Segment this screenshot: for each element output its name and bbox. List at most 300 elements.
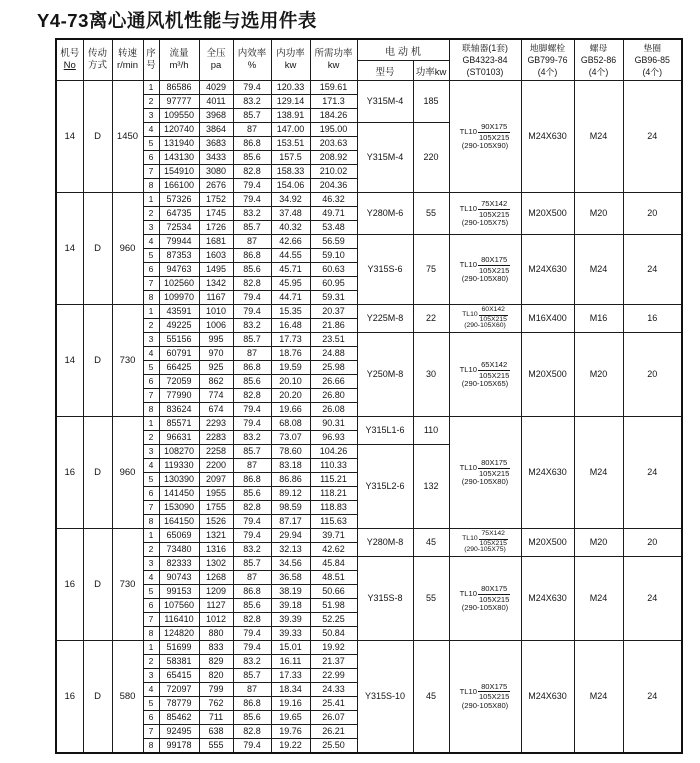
cell-internal-power: 98.59 (271, 501, 310, 515)
cell-seq: 3 (143, 557, 159, 571)
cell-pressure: 711 (199, 711, 233, 725)
header-washer: 垫圈 GB96-85 (4个) (623, 39, 682, 81)
cell-efficiency: 82.8 (233, 389, 271, 403)
cell-seq: 2 (143, 319, 159, 333)
cell-flow: 131940 (159, 137, 199, 151)
cell-internal-power: 138.91 (271, 109, 310, 123)
cell-flow: 66425 (159, 361, 199, 375)
cell-flow: 107560 (159, 599, 199, 613)
cell-required-power: 96.93 (310, 431, 357, 445)
cell-flow: 92495 (159, 725, 199, 739)
cell-efficiency: 87 (233, 459, 271, 473)
cell-drive-type: D (83, 193, 112, 305)
table-row (56, 193, 682, 207)
cell-machine-no: 14 (56, 81, 83, 193)
cell-flow: 119330 (159, 459, 199, 473)
coupling-fraction-top: 80X175 (478, 459, 510, 469)
cell-anchor-bolt: M20X500 (521, 193, 574, 235)
table-row (56, 417, 682, 431)
cell-internal-power: 38.19 (271, 585, 310, 599)
table-header (56, 39, 682, 81)
cell-internal-power: 19.76 (271, 725, 310, 739)
cell-pressure: 1752 (199, 193, 233, 207)
cell-flow: 108270 (159, 445, 199, 459)
cell-flow: 78779 (159, 697, 199, 711)
coupling-prefix: TL10 (459, 687, 477, 697)
coupling-spec (450, 459, 521, 477)
cell-internal-power: 86.86 (271, 473, 310, 487)
cell-motor-model: Y315M-4 (357, 81, 413, 123)
cell-motor-model: Y315M-4 (357, 123, 413, 193)
cell-pressure: 2258 (199, 445, 233, 459)
cell-internal-power: 68.08 (271, 417, 310, 431)
cell-required-power: 50.66 (310, 585, 357, 599)
cell-seq: 2 (143, 655, 159, 669)
cell-nut: M16 (574, 305, 623, 333)
coupling-fraction (478, 683, 510, 701)
cell-required-power: 25.50 (310, 739, 357, 753)
cell-flow: 97777 (159, 95, 199, 109)
cell-speed: 960 (112, 417, 143, 529)
cell-efficiency: 79.4 (233, 81, 271, 95)
cell-internal-power: 154.06 (271, 179, 310, 193)
cell-flow: 154910 (159, 165, 199, 179)
cell-seq: 4 (143, 123, 159, 137)
coupling-note: (290-105X80) (461, 274, 509, 284)
cell-nut: M20 (574, 529, 623, 557)
cell-internal-power: 83.18 (271, 459, 310, 473)
cell-anchor-bolt: M20X500 (521, 529, 574, 557)
cell-anchor-bolt: M24X630 (521, 557, 574, 641)
header-machine-no: 机号 No (56, 39, 83, 81)
cell-pressure: 925 (199, 361, 233, 375)
cell-pressure: 555 (199, 739, 233, 753)
coupling-prefix: TL10 (459, 127, 477, 137)
cell-speed: 730 (112, 305, 143, 417)
cell-seq: 5 (143, 137, 159, 151)
cell-machine-no: 16 (56, 417, 83, 529)
table-row (56, 333, 682, 347)
header-flow: 流量 m³/h (159, 39, 199, 81)
cell-internal-power: 73.07 (271, 431, 310, 445)
cell-pressure: 829 (199, 655, 233, 669)
coupling-fraction-bottom: 105X215 (478, 692, 510, 702)
cell-pressure: 1955 (199, 487, 233, 501)
coupling-fraction-bottom: 105X215 (478, 209, 510, 219)
cell-efficiency: 83.2 (233, 543, 271, 557)
cell-seq: 4 (143, 235, 159, 249)
cell-motor-model: Y315L2-6 (357, 445, 413, 529)
cell-efficiency: 83.2 (233, 207, 271, 221)
cell-flow: 85571 (159, 417, 199, 431)
cell-machine-no: 14 (56, 193, 83, 305)
cell-flow: 49225 (159, 319, 199, 333)
coupling-fraction (478, 361, 510, 379)
cell-required-power: 26.21 (310, 725, 357, 739)
cell-pressure: 1342 (199, 277, 233, 291)
cell-motor-power: 55 (413, 193, 449, 235)
cell-pressure: 1268 (199, 571, 233, 585)
cell-flow: 64735 (159, 207, 199, 221)
cell-flow: 82333 (159, 557, 199, 571)
cell-pressure: 1526 (199, 515, 233, 529)
cell-anchor-bolt: M16X400 (521, 305, 574, 333)
cell-flow: 72059 (159, 375, 199, 389)
cell-required-power: 45.84 (310, 557, 357, 571)
cell-efficiency: 86.8 (233, 697, 271, 711)
cell-anchor-bolt: M24X630 (521, 417, 574, 529)
cell-efficiency: 79.4 (233, 179, 271, 193)
cell-coupling (449, 235, 521, 305)
cell-seq: 3 (143, 333, 159, 347)
cell-flow: 79944 (159, 235, 199, 249)
cell-internal-power: 17.33 (271, 669, 310, 683)
cell-washer: 24 (623, 81, 682, 193)
cell-pressure: 1603 (199, 249, 233, 263)
cell-flow: 77990 (159, 389, 199, 403)
cell-drive-type: D (83, 305, 112, 417)
cell-efficiency: 82.8 (233, 725, 271, 739)
coupling-note: (290-105X75) (461, 218, 509, 228)
cell-drive-type: D (83, 529, 112, 641)
cell-efficiency: 85.7 (233, 445, 271, 459)
cell-efficiency: 79.4 (233, 627, 271, 641)
cell-coupling (449, 193, 521, 235)
cell-internal-power: 17.73 (271, 333, 310, 347)
coupling-fraction (478, 585, 510, 603)
coupling-fraction-top: 75X142 (479, 531, 508, 540)
cell-internal-power: 45.95 (271, 277, 310, 291)
cell-internal-power: 20.20 (271, 389, 310, 403)
cell-required-power: 26.66 (310, 375, 357, 389)
table-row (56, 557, 682, 571)
cell-pressure: 1681 (199, 235, 233, 249)
cell-machine-no: 16 (56, 529, 83, 641)
cell-efficiency: 79.4 (233, 193, 271, 207)
cell-internal-power: 15.35 (271, 305, 310, 319)
cell-efficiency: 79.4 (233, 417, 271, 431)
cell-efficiency: 83.2 (233, 319, 271, 333)
cell-motor-power: 75 (413, 235, 449, 305)
cell-pressure: 3433 (199, 151, 233, 165)
cell-efficiency: 87 (233, 123, 271, 137)
cell-required-power: 25.98 (310, 361, 357, 375)
coupling-fraction (478, 200, 510, 218)
cell-seq: 3 (143, 221, 159, 235)
cell-speed: 580 (112, 641, 143, 753)
header-nut: 螺母 GB52-86 (4个) (574, 39, 623, 81)
cell-efficiency: 79.4 (233, 641, 271, 655)
cell-pressure: 1755 (199, 501, 233, 515)
coupling-prefix: TL10 (459, 204, 477, 214)
cell-anchor-bolt: M24X630 (521, 235, 574, 305)
cell-seq: 8 (143, 291, 159, 305)
cell-seq: 1 (143, 641, 159, 655)
cell-internal-power: 16.11 (271, 655, 310, 669)
cell-motor-model: Y315S-8 (357, 557, 413, 641)
cell-coupling (449, 557, 521, 641)
cell-motor-power: 22 (413, 305, 449, 333)
cell-required-power: 90.31 (310, 417, 357, 431)
cell-seq: 5 (143, 473, 159, 487)
cell-seq: 7 (143, 165, 159, 179)
cell-washer: 24 (623, 417, 682, 529)
cell-washer: 20 (623, 193, 682, 235)
coupling-fraction (478, 256, 510, 274)
cell-required-power: 19.92 (310, 641, 357, 655)
cell-efficiency: 82.8 (233, 165, 271, 179)
cell-efficiency: 87 (233, 683, 271, 697)
coupling-spec (450, 683, 521, 701)
cell-required-power: 115.63 (310, 515, 357, 529)
coupling-note: (290-105X65) (461, 379, 509, 389)
cell-washer: 20 (623, 529, 682, 557)
cell-nut: M20 (574, 333, 623, 417)
cell-flow: 143130 (159, 151, 199, 165)
cell-efficiency: 82.8 (233, 613, 271, 627)
coupling-spec (450, 200, 521, 218)
cell-seq: 8 (143, 627, 159, 641)
cell-required-power: 50.84 (310, 627, 357, 641)
cell-internal-power: 36.58 (271, 571, 310, 585)
cell-washer: 20 (623, 333, 682, 417)
cell-required-power: 24.88 (310, 347, 357, 361)
cell-required-power: 26.07 (310, 711, 357, 725)
cell-efficiency: 85.6 (233, 263, 271, 277)
cell-pressure: 1012 (199, 613, 233, 627)
cell-internal-power: 87.17 (271, 515, 310, 529)
cell-seq: 5 (143, 585, 159, 599)
cell-flow: 51699 (159, 641, 199, 655)
coupling-prefix: TL10 (459, 463, 477, 473)
cell-required-power: 39.71 (310, 529, 357, 543)
coupling-prefix: TL10 (462, 534, 478, 542)
cell-seq: 7 (143, 501, 159, 515)
cell-efficiency: 87 (233, 571, 271, 585)
cell-pressure: 1321 (199, 529, 233, 543)
cell-pressure: 1127 (199, 599, 233, 613)
cell-washer: 16 (623, 305, 682, 333)
cell-flow: 109550 (159, 109, 199, 123)
cell-internal-power: 120.33 (271, 81, 310, 95)
cell-efficiency: 86.8 (233, 249, 271, 263)
cell-internal-power: 158.33 (271, 165, 310, 179)
cell-efficiency: 83.2 (233, 431, 271, 445)
cell-seq: 6 (143, 263, 159, 277)
cell-motor-power: 30 (413, 333, 449, 417)
cell-seq: 6 (143, 599, 159, 613)
cell-efficiency: 79.4 (233, 403, 271, 417)
header-efficiency: 内效率 % (233, 39, 271, 81)
cell-required-power: 171.3 (310, 95, 357, 109)
cell-internal-power: 45.71 (271, 263, 310, 277)
cell-internal-power: 147.00 (271, 123, 310, 137)
cell-flow: 102560 (159, 277, 199, 291)
cell-pressure: 995 (199, 333, 233, 347)
table-row (56, 81, 682, 95)
cell-efficiency: 79.4 (233, 529, 271, 543)
cell-pressure: 674 (199, 403, 233, 417)
cell-required-power: 49.71 (310, 207, 357, 221)
cell-efficiency: 85.6 (233, 599, 271, 613)
cell-internal-power: 18.76 (271, 347, 310, 361)
coupling-fraction (478, 459, 510, 477)
cell-efficiency: 83.2 (233, 655, 271, 669)
cell-required-power: 23.51 (310, 333, 357, 347)
cell-flow: 96631 (159, 431, 199, 445)
cell-internal-power: 34.92 (271, 193, 310, 207)
cell-efficiency: 85.7 (233, 669, 271, 683)
cell-motor-model: Y315L1-6 (357, 417, 413, 445)
cell-flow: 90743 (159, 571, 199, 585)
coupling-note: (290-105X75) (464, 546, 506, 554)
cell-efficiency: 86.8 (233, 473, 271, 487)
cell-internal-power: 20.10 (271, 375, 310, 389)
table-row (56, 529, 682, 543)
coupling-fraction (478, 123, 510, 141)
cell-drive-type: D (83, 641, 112, 753)
coupling-fraction-bottom: 105X215 (478, 594, 510, 604)
cell-seq: 6 (143, 375, 159, 389)
cell-flow: 166100 (159, 179, 199, 193)
cell-pressure: 820 (199, 669, 233, 683)
cell-pressure: 2293 (199, 417, 233, 431)
cell-motor-power: 220 (413, 123, 449, 193)
cell-motor-power: 132 (413, 445, 449, 529)
cell-seq: 7 (143, 277, 159, 291)
cell-efficiency: 85.6 (233, 375, 271, 389)
cell-pressure: 1302 (199, 557, 233, 571)
coupling-fraction-bottom: 105X215 (478, 370, 510, 380)
cell-required-power: 52.25 (310, 613, 357, 627)
cell-flow: 109970 (159, 291, 199, 305)
cell-internal-power: 39.33 (271, 627, 310, 641)
cell-seq: 2 (143, 95, 159, 109)
cell-pressure: 2097 (199, 473, 233, 487)
cell-seq: 6 (143, 487, 159, 501)
cell-efficiency: 87 (233, 235, 271, 249)
cell-pressure: 2283 (199, 431, 233, 445)
cell-required-power: 51.98 (310, 599, 357, 613)
cell-seq: 8 (143, 739, 159, 753)
cell-internal-power: 19.16 (271, 697, 310, 711)
cell-efficiency: 86.8 (233, 585, 271, 599)
coupling-spec (450, 585, 521, 603)
cell-required-power: 208.92 (310, 151, 357, 165)
cell-required-power: 48.51 (310, 571, 357, 585)
cell-seq: 1 (143, 417, 159, 431)
header-motor-model: 型号 (357, 61, 413, 81)
cell-internal-power: 16.48 (271, 319, 310, 333)
cell-coupling (449, 641, 521, 753)
cell-required-power: 42.62 (310, 543, 357, 557)
header-motor-power: 功率kw (413, 61, 449, 81)
cell-required-power: 104.26 (310, 445, 357, 459)
cell-required-power: 26.80 (310, 389, 357, 403)
cell-required-power: 25.41 (310, 697, 357, 711)
cell-internal-power: 32.13 (271, 543, 310, 557)
cell-motor-model: Y280M-8 (357, 529, 413, 557)
cell-flow: 120740 (159, 123, 199, 137)
cell-seq: 6 (143, 151, 159, 165)
coupling-spec (450, 307, 521, 324)
cell-pressure: 1745 (199, 207, 233, 221)
cell-required-power: 20.37 (310, 305, 357, 319)
cell-pressure: 4029 (199, 81, 233, 95)
cell-seq: 2 (143, 207, 159, 221)
coupling-prefix: TL10 (459, 365, 477, 375)
cell-seq: 2 (143, 543, 159, 557)
cell-coupling (449, 305, 521, 333)
cell-required-power: 118.83 (310, 501, 357, 515)
table-row (56, 235, 682, 249)
cell-efficiency: 85.6 (233, 487, 271, 501)
cell-internal-power: 19.59 (271, 361, 310, 375)
coupling-fraction-top: 80X175 (478, 683, 510, 693)
coupling-fraction-top: 65X142 (478, 361, 510, 371)
header-coupling: 联轴器(1套) GB4323-84 (ST0103) (449, 39, 521, 81)
cell-internal-power: 40.32 (271, 221, 310, 235)
header-motor: 电动机 (357, 39, 449, 61)
cell-required-power: 210.02 (310, 165, 357, 179)
coupling-fraction (479, 531, 508, 548)
cell-coupling (449, 333, 521, 417)
cell-required-power: 21.86 (310, 319, 357, 333)
cell-pressure: 833 (199, 641, 233, 655)
cell-pressure: 3864 (199, 123, 233, 137)
coupling-fraction-top: 60X142 (479, 307, 508, 316)
cell-internal-power: 44.71 (271, 291, 310, 305)
cell-required-power: 204.36 (310, 179, 357, 193)
coupling-fraction-bottom: 105X215 (479, 315, 507, 323)
cell-flow: 57326 (159, 193, 199, 207)
cell-pressure: 4011 (199, 95, 233, 109)
cell-seq: 4 (143, 347, 159, 361)
cell-internal-power: 37.48 (271, 207, 310, 221)
cell-internal-power: 29.94 (271, 529, 310, 543)
cell-flow: 99153 (159, 585, 199, 599)
coupling-fraction-bottom: 105X215 (479, 539, 507, 547)
cell-flow: 164150 (159, 515, 199, 529)
cell-flow: 99178 (159, 739, 199, 753)
cell-seq: 1 (143, 305, 159, 319)
cell-efficiency: 85.7 (233, 109, 271, 123)
cell-seq: 4 (143, 571, 159, 585)
coupling-note: (290-105X80) (461, 701, 509, 711)
cell-required-power: 110.33 (310, 459, 357, 473)
header-anchor-bolt: 地脚螺栓 GB799-76 (4个) (521, 39, 574, 81)
cell-internal-power: 15.01 (271, 641, 310, 655)
cell-pressure: 799 (199, 683, 233, 697)
cell-coupling (449, 81, 521, 193)
cell-seq: 5 (143, 361, 159, 375)
cell-nut: M24 (574, 235, 623, 305)
cell-pressure: 762 (199, 697, 233, 711)
cell-required-power: 24.33 (310, 683, 357, 697)
cell-flow: 141450 (159, 487, 199, 501)
cell-pressure: 1726 (199, 221, 233, 235)
coupling-spec (450, 361, 521, 379)
cell-required-power: 46.32 (310, 193, 357, 207)
header-pressure: 全压 pa (199, 39, 233, 81)
cell-internal-power: 39.39 (271, 613, 310, 627)
cell-anchor-bolt: M24X630 (521, 81, 574, 193)
cell-internal-power: 19.66 (271, 403, 310, 417)
cell-efficiency: 79.4 (233, 515, 271, 529)
coupling-note: (290-105X60) (464, 322, 506, 330)
cell-flow: 65069 (159, 529, 199, 543)
coupling-fraction-bottom: 105X215 (478, 132, 510, 142)
